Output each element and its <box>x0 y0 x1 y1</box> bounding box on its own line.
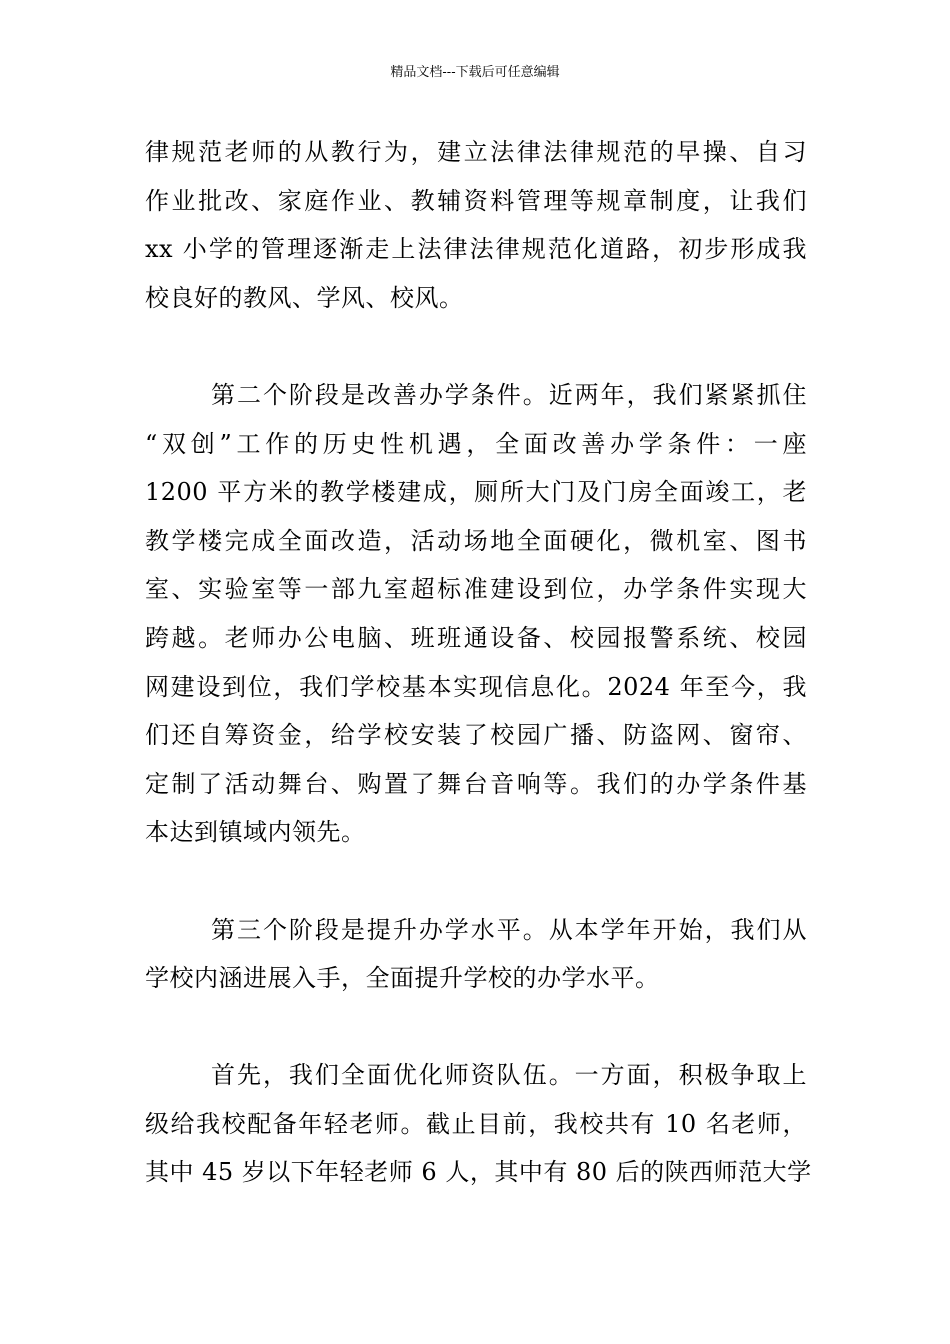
text-line: 律规范老师的从教行为，建立法律法律规范的早操、自习 <box>145 138 807 166</box>
text-line: 教学楼完成全面改造，活动场地全面硬化，微机室、图书 <box>145 526 807 555</box>
text-line: 定制了活动舞台、购置了舞台音响等。我们的办学条件基 <box>145 769 807 798</box>
text-line: 首先，我们全面优化师资队伍。一方面，积极争取上 <box>211 1061 807 1090</box>
text-line: 学校内涵进展入手，全面提升学校的办学水平。 <box>145 964 660 993</box>
text-line: 第二个阶段是改善办学条件。近两年，我们紧紧抓住 <box>211 380 807 409</box>
document-body <box>145 128 812 1197</box>
paragraph-2 <box>145 371 807 857</box>
paragraph-1 <box>145 128 807 322</box>
text-line: 1200 平方米的教学楼建成，厕所大门及门房全面竣工，老 <box>145 478 807 507</box>
text-line: 室、实验室等一部九室超标准建设到位，办学条件实现大 <box>145 575 807 604</box>
paragraph-3 <box>145 906 807 1003</box>
text-line: 们还自筹资金，给学校安装了校园广播、防盗网、窗帘、 <box>145 721 807 750</box>
page-header: 精品文档---下载后可任意编辑 <box>390 65 560 80</box>
paragraph-4 <box>145 1051 812 1197</box>
text-line: “双创”工作的历史性机遇，全面改善办学条件：一座 <box>145 429 807 458</box>
text-line: 跨越。老师办公电脑、班班通设备、校园报警系统、校园 <box>145 623 807 652</box>
text-line: xx 小学的管理逐渐走上法律法律规范化道路，初步形成我 <box>145 235 807 264</box>
text-line: 作业批改、家庭作业、教辅资料管理等规章制度，让我们 <box>145 186 807 215</box>
text-line: 校良好的教风、学风、校风。 <box>145 283 464 312</box>
text-line: 级给我校配备年轻老师。截止目前，我校共有 10 名老师， <box>145 1109 807 1138</box>
text-line: 网建设到位，我们学校基本实现信息化。2024 年至今，我 <box>145 672 807 701</box>
text-line: 第三个阶段是提升办学水平。从本学年开始，我们从 <box>211 915 807 944</box>
text-line: 本达到镇域内领先。 <box>145 818 366 847</box>
text-line: 其中 45 岁以下年轻老师 6 人，其中有 80 后的陕西师范大学 <box>145 1158 812 1187</box>
